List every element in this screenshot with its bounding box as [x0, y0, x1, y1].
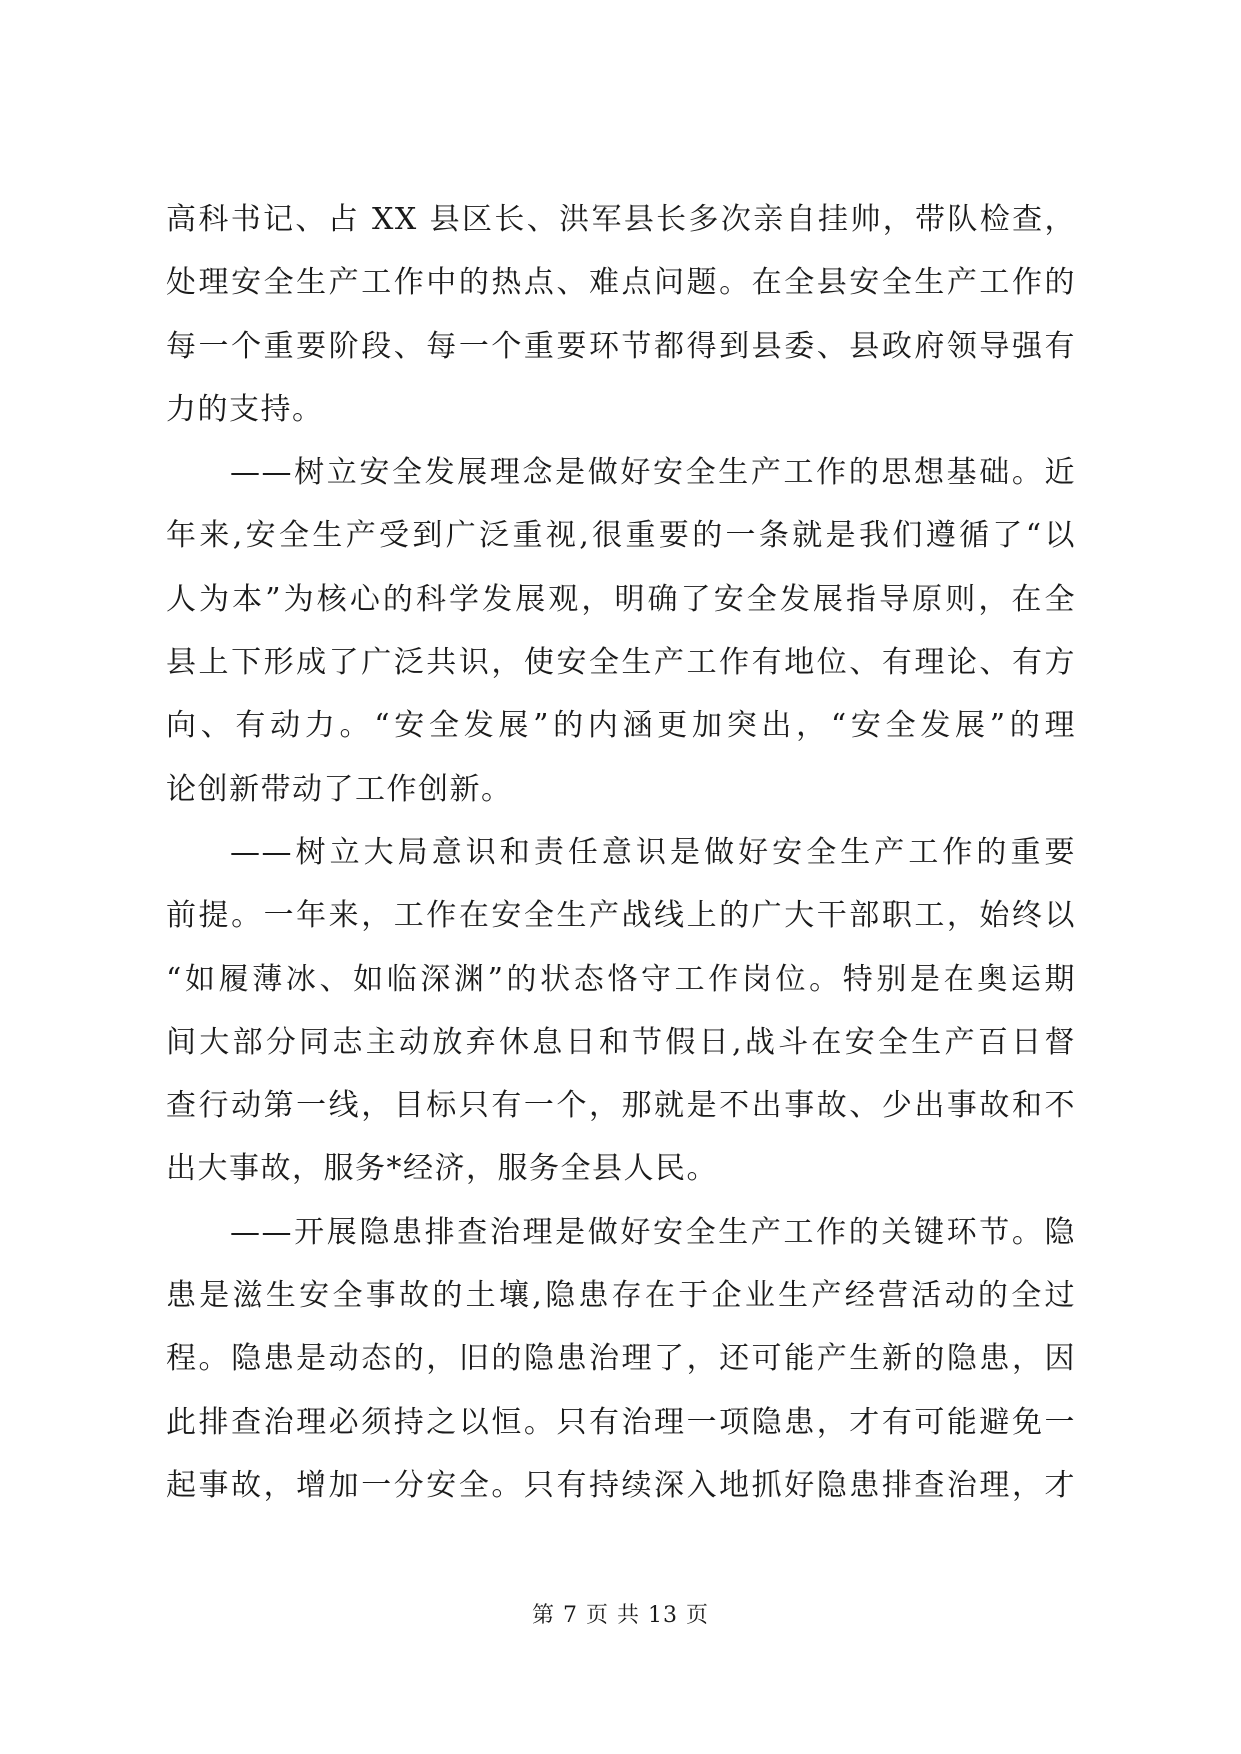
text-line: ——开展隐患排查治理是做好安全生产工作的关键环节。隐 [230, 1214, 1076, 1250]
text-line: 起事故，增加一分安全。只有持续深入地抓好隐患排查治理，才 [166, 1467, 1076, 1503]
text-line: 论创新带动了工作创新。 [166, 771, 513, 807]
text-line: 出大事故，服务*经济，服务全县人民。 [166, 1151, 718, 1187]
text-line: 年来,安全生产受到广泛重视,很重要的一条就是我们遵循了“以 [166, 518, 1076, 554]
text-line: 此排查治理必须持之以恒。只有治理一项隐患，才有可能避免一 [166, 1404, 1076, 1440]
page-footer: 第 7 页 共 13 页 [532, 1603, 709, 1628]
text-line: 查行动第一线，目标只有一个，那就是不出事故、少出事故和不 [166, 1088, 1076, 1124]
text-line: 县上下形成了广泛共识，使安全生产工作有地位、有理论、有方 [166, 645, 1076, 681]
text-line: “如履薄冰、如临深渊”的状态恪守工作岗位。特别是在奥运期 [166, 961, 1076, 997]
text-line: 前提。一年来，工作在安全生产战线上的广大干部职工，始终以 [166, 898, 1076, 934]
text-line: 间大部分同志主动放弃休息日和节假日,战斗在安全生产百日督 [166, 1024, 1076, 1060]
text-line: 处理安全生产工作中的热点、难点问题。在全县安全生产工作的 [166, 265, 1076, 301]
text-line: 向、有动力。“安全发展”的内涵更加突出，“安全发展”的理 [166, 708, 1076, 744]
text-line: 人为本”为核心的科学发展观，明确了安全发展指导原则，在全 [166, 581, 1076, 617]
text-line: 程。隐患是动态的，旧的隐患治理了，还可能产生新的隐患，因 [166, 1341, 1076, 1377]
text-line: 力的支持。 [166, 391, 324, 427]
text-line: 患是滋生安全事故的土壤,隐患存在于企业生产经营活动的全过 [166, 1278, 1076, 1314]
text-line: 高科书记、占 XX 县区长、洪军县长多次亲自挂帅，带队检查， [166, 202, 1076, 237]
text-line: 每一个重要阶段、每一个重要环节都得到县委、县政府领导强有 [166, 328, 1076, 364]
text-line: ——树立安全发展理念是做好安全生产工作的思想基础。近 [230, 455, 1076, 491]
text-line: ——树立大局意识和责任意识是做好安全生产工作的重要 [230, 834, 1076, 870]
body-text [166, 188, 1076, 1517]
